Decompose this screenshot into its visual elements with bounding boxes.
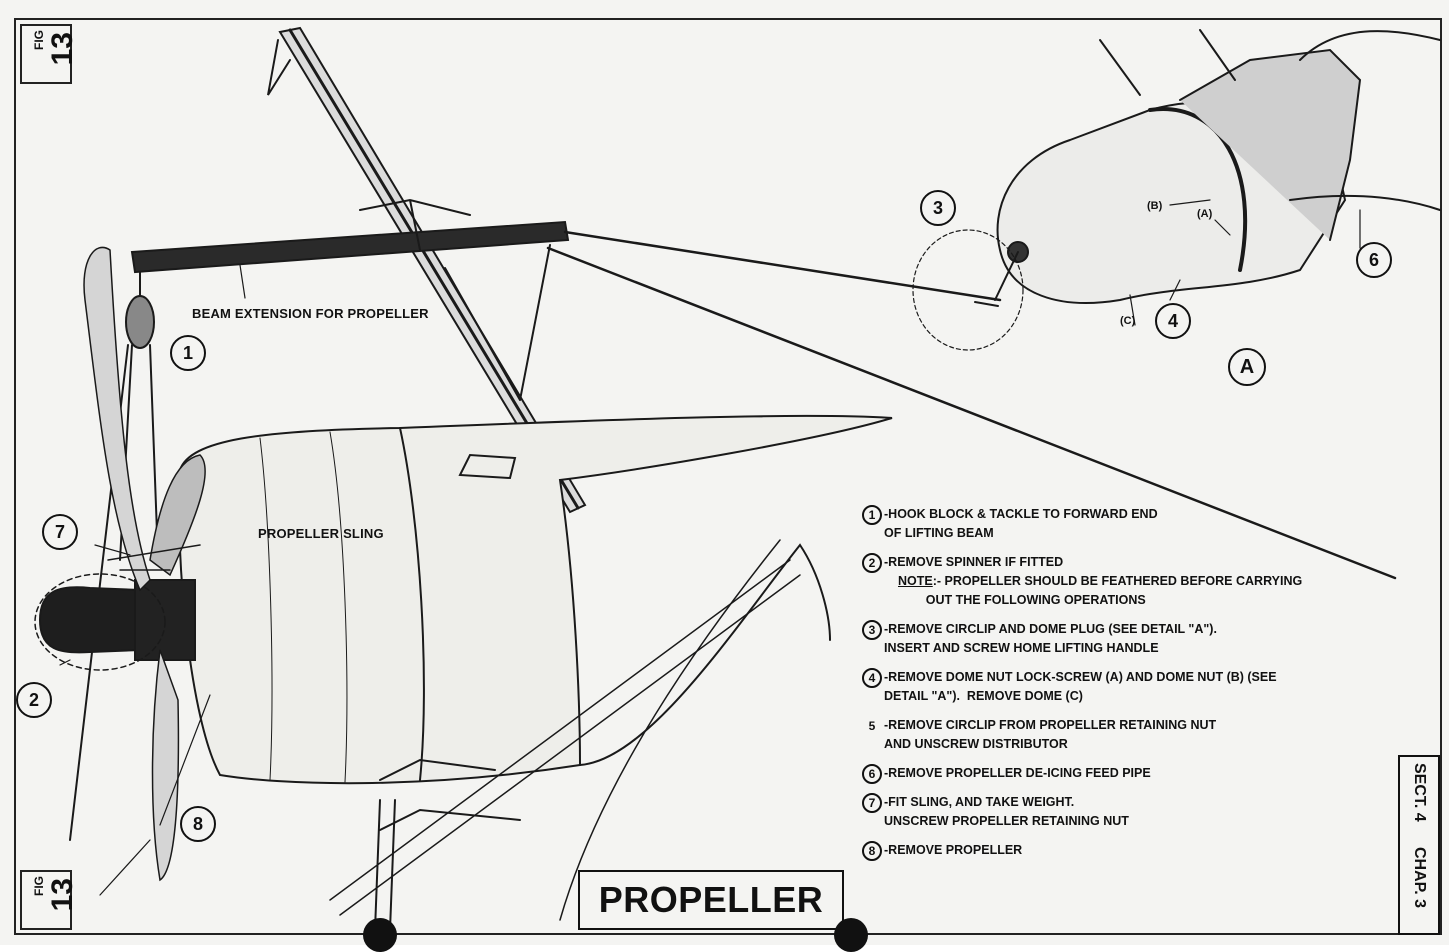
step-7: 7 -FIT SLING, AND TAKE WEIGHT. UNSCREW PROPELLER RETAINING NUT	[860, 793, 1380, 831]
step-3: 3 -REMOVE CIRCLIP AND DOME PLUG (SEE DETAIL "A"). INSERT AND SCREW HOME LIFTING HANDLE	[860, 620, 1380, 658]
callout-6: 6	[1356, 242, 1392, 278]
detail-a-dome	[913, 30, 1440, 350]
step-4: 4 -REMOVE DOME NUT LOCK-SCREW (A) AND DOME NUT (B) (SEE DETAIL "A"). REMOVE DOME (C)	[860, 668, 1380, 706]
section-chapter-box	[1398, 755, 1440, 935]
detail-part-b: (B)	[1147, 200, 1163, 212]
callout-4: 4	[1155, 303, 1191, 339]
procedure-steps	[860, 505, 1380, 870]
step-2: 2 -REMOVE SPINNER IF FITTED NOTE:- PROPELLER SHOULD BE FEATHERED BEFORE CARRYING OUT THE FOLLOWING OPERATIONS	[860, 553, 1380, 610]
engine-cowling	[179, 416, 892, 783]
callout-8: 8	[180, 806, 216, 842]
detail-part-a: (A)	[1197, 208, 1213, 220]
detail-a-circle: A	[1228, 348, 1266, 386]
step-1: 1 -HOOK BLOCK & TACKLE TO FORWARD END OF LIFTING BEAM	[860, 505, 1380, 543]
spinner	[40, 587, 140, 652]
callout-3: 3	[920, 190, 956, 226]
drawing-title: PROPELLER	[578, 870, 844, 930]
fig-number-bottom: FIG 13	[20, 870, 72, 930]
callout-2: 2	[16, 682, 52, 718]
callout-7: 7	[42, 514, 78, 550]
beam-extension	[132, 222, 568, 272]
note-text: :- PROPELLER SHOULD BE FEATHERED BEFORE CARRYING OUT THE FOLLOWING OPERATIONS	[925, 574, 1303, 607]
note-label: NOTE	[898, 574, 933, 588]
propeller-sling-label: PROPELLER SLING	[258, 526, 384, 541]
propeller-blade-lower	[153, 650, 179, 880]
chapter-label: CHAP. 3	[1411, 847, 1428, 909]
step-6: 6 -REMOVE PROPELLER DE-ICING FEED PIPE	[860, 764, 1380, 783]
fig-number-top: FIG 13	[20, 24, 72, 84]
binder-hole-right	[834, 918, 868, 952]
section-label: SECT. 4	[1411, 763, 1428, 822]
callout-1: 1	[170, 335, 206, 371]
beam-extension-label: BEAM EXTENSION FOR PROPELLER	[192, 306, 429, 321]
step-8: 8 -REMOVE PROPELLER	[860, 841, 1380, 860]
step-5: 5 -REMOVE CIRCLIP FROM PROPELLER RETAINING NUT AND UNSCREW DISTRIBUTOR	[868, 718, 1217, 751]
detail-part-c: (C)	[1120, 315, 1136, 327]
hook-block	[126, 296, 154, 348]
binder-hole-left	[363, 918, 397, 952]
